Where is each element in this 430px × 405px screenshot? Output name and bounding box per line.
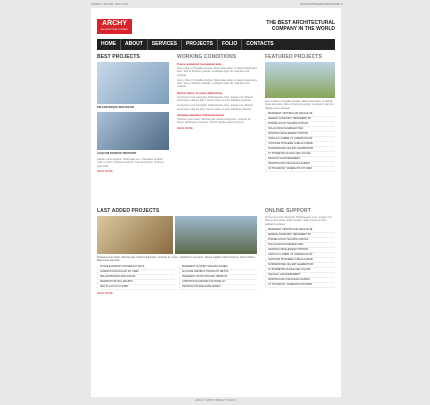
list-item[interactable]: › ULTRICES POSUERE CUBILIA CURAE <box>265 142 335 147</box>
list-item[interactable]: › NULLA FACILISI AENEAN NEC <box>265 243 335 248</box>
main-nav <box>97 39 335 50</box>
top-link-free[interactable]: FREE <box>314 2 323 6</box>
slogan-line2: COMPANY IN THE WORLD <box>271 26 335 32</box>
last-added-photo-2[interactable] <box>175 216 257 254</box>
featured-text: Sed ut diam in fringilla volutpat. Nulla vitae tellus. In aliquet ligula quis ante. Sed et tristique gravida, ut aliquam eget dui. Aliquam erat volutpat. <box>265 100 335 110</box>
slogan-line1: THE BEST ARCHITECTURAL <box>266 20 335 26</box>
working-text-1: Sed ut diam in fringilla volutpat. Nulla vitae tellus. In aliquet ligula quis ante. Sed et tristique gravida, ut aliquam eget dui. Aliquam erat volutpat. <box>177 67 257 77</box>
page-container <box>91 8 341 397</box>
nav-contacts[interactable]: CONTACTS <box>246 41 274 47</box>
best-projects-read-more[interactable]: READ MORE <box>97 169 113 173</box>
list-item[interactable]: › LOREM IPSUM DOLOR SIT AMET <box>97 270 175 275</box>
online-support-title: ONLINE SUPPORT <box>265 208 311 214</box>
list-item[interactable]: › PRAESENT JUSTO DOLOR LOBORTIS <box>179 275 257 280</box>
working-text-2b: Fermentum sed nisi ligula. Pellentesque nunc. Integer nisi. Mauris accumsan nulla vel diam. Sed in lacus ut enim adipiscing aliquet. <box>177 104 253 111</box>
list-item[interactable]: › SUSPENDISSE VEL EST ELEMENTUM <box>265 263 335 268</box>
list-item[interactable]: › ULTRICES POSUERE CUBILIA CURAE <box>265 258 335 263</box>
list-item[interactable]: › AENEAN NONUMMY HENDRERIT MI <box>265 117 335 122</box>
nav-home[interactable]: HOME <box>97 39 121 50</box>
featured-list <box>265 112 335 172</box>
list-item[interactable]: › PRAESENT VESTIBULUM VELETE SE <box>265 112 335 117</box>
last-added-list-right <box>179 265 257 290</box>
last-added-title: LAST ADDED PROJECTS <box>97 208 160 214</box>
list-item[interactable]: › AENEAN NONUMMY HENDRERIT MI <box>265 233 335 238</box>
list-item[interactable]: › UT TINCIDUNT, VENENATIS SIT AMET <box>265 283 335 288</box>
list-item[interactable]: › PRAESENT ALIQUET GRAVIDA DONEC <box>179 265 257 270</box>
best-project-caption-2[interactable]: ALIQUAM DAPIBUS TINCIDUNT <box>97 152 137 155</box>
list-item[interactable]: › VESTIBULUM CONGUE EU SAPIEN <box>265 162 335 167</box>
online-support-list <box>265 228 335 288</box>
featured-projects <box>265 54 335 172</box>
online-support-text: Fermentum sed nisi ligula. Pellentesque nunc. Integer nisi. Mauris accumsan nulla vel diam. Sed in lacus ut enim adipiscing aliquet. <box>265 216 333 226</box>
list-item[interactable]: › NAM ELIT AGNA ENDRERIT <box>265 273 335 278</box>
list-item[interactable]: › NAM ELIT AGNA ENDRERIT <box>265 157 335 162</box>
working-sub-3: Aliquam dapibus tincidunt metus <box>177 112 225 117</box>
list-item[interactable]: › PHASELLUS ET MAURIS CURSUS <box>265 238 335 243</box>
working-conditions-title: WORKING CONDITIONS <box>177 54 237 60</box>
logo[interactable] <box>97 19 132 34</box>
list-item[interactable]: › VESTIBULUM SED ANTE DONEC <box>179 285 257 290</box>
footer: ARCHY ©2007 | PRIVACY POLICY <box>195 399 237 402</box>
list-item[interactable]: › UT PHARETRA AUGUE NEC AUGUE <box>265 152 335 157</box>
nav-projects[interactable]: PROJECTS <box>182 39 218 50</box>
logo-tagline: ARCHITECTURAL COMPANY <box>100 29 129 31</box>
nav-about[interactable]: ABOUT <box>121 39 148 50</box>
list-item[interactable]: › NULLA FACILISI AENEAN NEC <box>265 127 335 132</box>
list-item[interactable]: › PRAESENT VESTIBULUM VELETE SE <box>265 228 335 233</box>
working-conditions <box>177 54 257 132</box>
list-item[interactable]: › SED IN LACUS UT ENIM <box>97 285 175 290</box>
top-link-support[interactable]: SUPPORT <box>300 2 315 6</box>
last-added-photos <box>97 216 257 254</box>
list-item[interactable]: › PELLENTESQUE SED DOLOR <box>97 275 175 280</box>
last-added-projects <box>97 208 257 297</box>
list-item[interactable]: › FUSCE EUISMOD CONSEQUAT ANTE <box>97 265 175 270</box>
last-added-read-more[interactable]: READ MORE <box>97 291 113 295</box>
online-support <box>265 208 335 288</box>
header <box>91 8 341 39</box>
top-link-help[interactable]: HELP <box>335 2 343 6</box>
list-item[interactable]: › SUSPENDISSE VEL EST ELEMENTUM <box>265 147 335 152</box>
list-item[interactable]: › VESTIBULUM CONGUE EU SAPIEN <box>265 278 335 283</box>
featured-project-image[interactable] <box>265 62 335 98</box>
last-added-lists <box>97 265 257 290</box>
working-sub-2: Sed ut lacus et nune adipiscing <box>177 90 222 95</box>
list-item[interactable]: › CRAS ACI LOREM UT LOREM DOLOR <box>265 137 335 142</box>
list-item[interactable]: › PHASELLUS ET MAURIS CURSUS <box>265 122 335 127</box>
featured-projects-title: FEATURED PROJECTS <box>265 54 322 60</box>
nav-services[interactable]: SERVICES <box>148 39 182 50</box>
date-text: FRIDAY, JAN 28, 2007 0:00 <box>91 2 128 6</box>
nav-folio[interactable]: FOLIO <box>218 39 242 50</box>
list-item[interactable]: › CRAS ACI LOREM UT LOREM DOLOR <box>265 253 335 258</box>
best-project-caption-1[interactable]: PELLENTESQUE SED DOLOR <box>97 106 135 109</box>
best-projects <box>97 54 169 175</box>
list-item[interactable]: › UT TINCIDUNT, VENENATIS SIT AMET <box>265 167 335 172</box>
slogan <box>235 20 335 32</box>
list-item[interactable]: › FERMENTUM NISL MAURIS <box>97 280 175 285</box>
top-bar <box>0 0 430 8</box>
last-added-text: Praesent justo dolor, lobortis quis, lobortis dignissim, pulvinar ac, lorem. Vestibulum sed ante. Donec sagittis euismod purus. Sed ut libero. Maecenas sed felis. <box>97 256 256 263</box>
working-text-3: Praesent justo dolor, lobortis quis, lobortis dignissim, pulvinar ac, lorem. Vestibulum sed ante. Donec sagittis euismod purus. <box>177 117 252 125</box>
top-link-sitemap[interactable]: SITEMAP <box>322 2 336 6</box>
working-text-1b: Sed ut diam in fringilla volutpat. Nulla vitae tellus. In aliquet ligula quis ante. Sed et tristique gravida, ut aliquam eget dui. Aliquam erat volutpat. <box>177 78 257 89</box>
working-text-2: Fermentum sed nisi ligula. Pellentesque nunc. Integer nisi. Mauris accumsan nulla vel diam. Sed in lacus ut enim adipiscing aliquet. <box>177 95 253 103</box>
best-projects-text: Aliquam erat volutpat. Nulla vitae sem. Phasellus porttitor nunc in lorem. Praesent sed dui. Cras sed lorem. Vivamus eget nulla. <box>97 158 164 168</box>
best-project-image-2[interactable] <box>97 112 169 150</box>
logo-text: ARCHY <box>102 20 127 27</box>
list-item[interactable]: › LOBORTIS DIGNISSIM PULVINAR AC <box>179 280 257 285</box>
working-sub-1: Fusce euismod consequat ante <box>177 62 222 66</box>
best-project-image-1[interactable] <box>97 62 169 104</box>
best-projects-title: BEST PROJECTS <box>97 54 140 60</box>
last-added-photo-1[interactable] <box>97 216 173 254</box>
list-item[interactable]: › VESTIBULUM ELEIFEND TORTOR <box>265 132 335 137</box>
working-read-more[interactable]: READ MORE <box>177 126 193 130</box>
last-added-list-left <box>97 265 175 290</box>
list-item[interactable]: › UT PHARETRA AUGUE NEC AUGUE <box>265 268 335 273</box>
list-item[interactable]: › ALIQUAM DAPIBUS TINCIDUNT METUS <box>179 270 257 275</box>
list-item[interactable]: › VESTIBULUM ELEIFEND TORTOR <box>265 248 335 253</box>
